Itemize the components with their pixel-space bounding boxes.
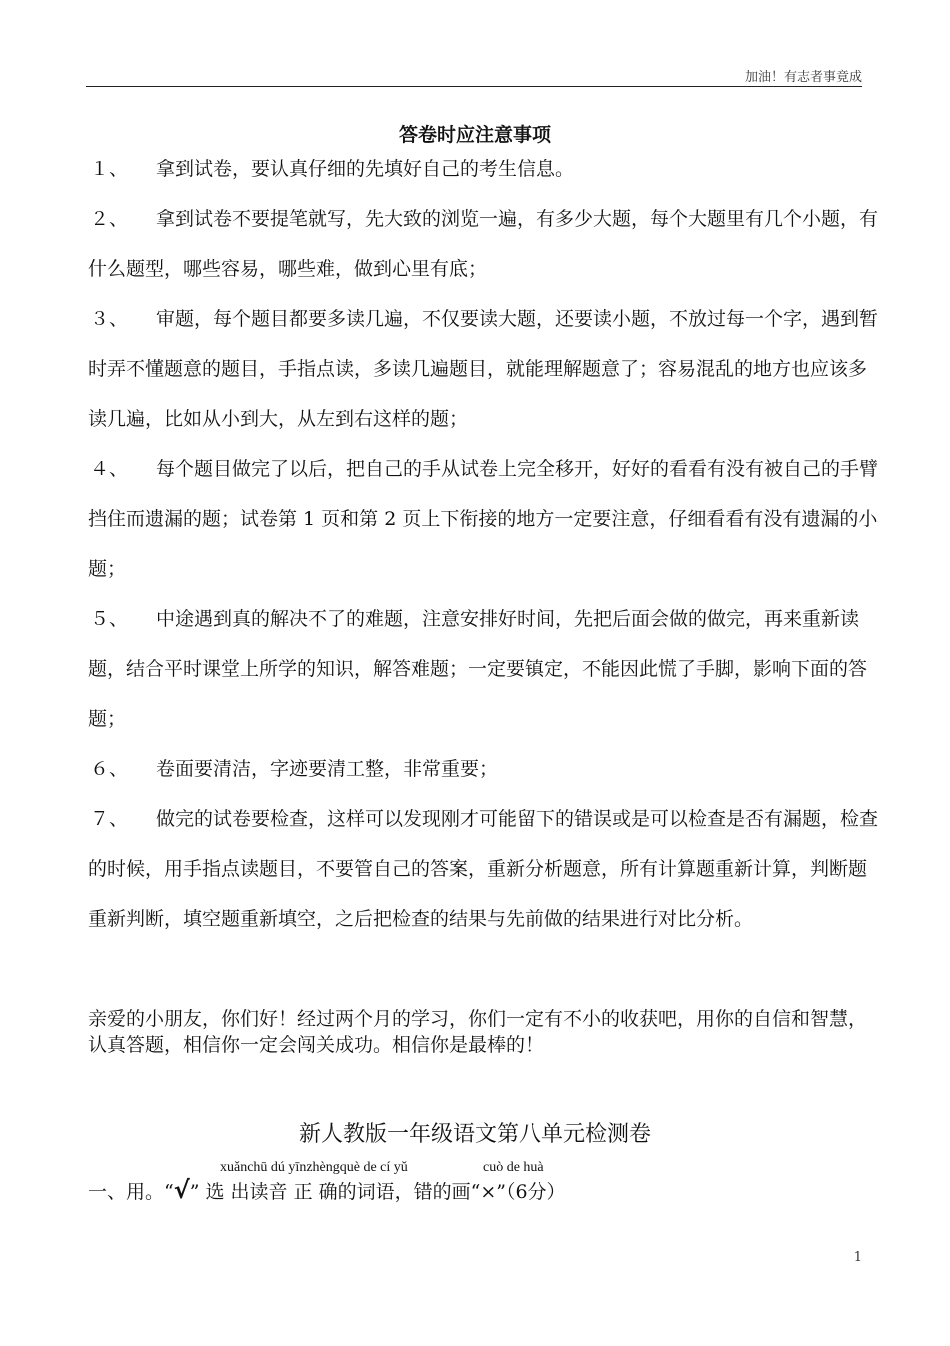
notice-item-number: ６、 xyxy=(90,758,129,780)
notice-item-6 xyxy=(88,744,878,794)
notice-item-4 xyxy=(88,444,878,594)
question-1-prefix: 一、用。“ xyxy=(88,1181,174,1203)
notice-item-number: ４、 xyxy=(90,458,129,480)
question-1-score: （6分） xyxy=(505,1181,566,1203)
notice-item-number: １、 xyxy=(90,158,129,180)
question-1 xyxy=(88,1176,566,1204)
notice-item-text: 拿到试卷，要认真仔细的先填好自己的考生信息。 xyxy=(156,158,575,180)
notice-item-2 xyxy=(88,194,878,294)
header-motto: 加油！有志者事竟成 xyxy=(744,70,862,85)
notice-item-5 xyxy=(88,594,878,744)
check-mark-icon: √ xyxy=(173,1176,190,1204)
notice-item-text: 每个题目做完了以后，把自己的手从试卷上完全移开，好好的看看有没有被自己的手臂挡住而遗漏的题；试卷第 1 页和第 2 页上下衔接的地方一定要注意，仔细看看有没有遗漏的小题； xyxy=(88,458,879,580)
question-1-pinyin-b: cuò de huà xyxy=(483,1160,544,1175)
notice-item-text: 做完的试卷要检查，这样可以发现刚才可能留下的错误或是可以检查是否有漏题，检查的时候，用手指点读题目，不要管自己的答案，重新分析题意，所有计算题重新计算，判断题重新判断，填空题重新填空，之后把检查的结果与先前做的结果进行对比分析。 xyxy=(88,808,879,930)
notice-item-text: 卷面要清洁，字迹要清工整，非常重要； xyxy=(156,758,499,780)
cross-mark: “×” xyxy=(470,1181,506,1203)
notice-item-number: ７、 xyxy=(90,808,129,830)
notice-item-number: ３、 xyxy=(90,308,129,330)
notice-item-text: 拿到试卷不要提笔就写，先大致的浏览一遍，有多少大题，每个大题里有几个小题，有什么题型，哪些容易，哪些难，做到心里有底； xyxy=(88,208,879,280)
greeting-paragraph: 亲爱的小朋友，你们好！经过两个月的学习，你们一定有不小的收获吧，用你的自信和智慧，认真答题，相信你一定会闯关成功。相信你是最棒的！ xyxy=(88,1008,868,1056)
notice-item-text: 审题，每个题目都要多读几遍，不仅要读大题，还要读小题，不放过每一个字，遇到暂时弄不懂题意的题目，手指点读，多读几遍题目，就能理解题意了；容易混乱的地方也应该多读几遍，比如从小到大，从左到右这样的题； xyxy=(88,308,879,430)
notice-item-number: ５、 xyxy=(90,608,129,630)
notice-item-text: 中途遇到真的解决不了的难题，注意安排好时间，先把后面会做的做完，再来重新读题，结合平时课堂上所学的知识，解答难题；一定要镇定，不能因此慌了手脚，影响下面的答题； xyxy=(88,608,868,730)
notice-item-3 xyxy=(88,294,878,444)
page-number: 1 xyxy=(853,1250,862,1265)
header-rule xyxy=(86,86,862,87)
notice-list xyxy=(88,144,878,944)
notice-title: 答卷时应注意事项 xyxy=(398,124,551,146)
notice-item-1 xyxy=(88,144,878,194)
notice-item-7 xyxy=(88,794,878,944)
notice-item-number: ２、 xyxy=(90,208,129,230)
question-1-instruction: ” 选 出读音 正 确的词语，错的画 xyxy=(189,1181,471,1203)
question-1-pinyin-a: xuǎnchū dú yīnzhèngquè de cí yǔ xyxy=(220,1160,408,1175)
exam-title: 新人教版一年级语文第八单元检测卷 xyxy=(298,1122,651,1147)
